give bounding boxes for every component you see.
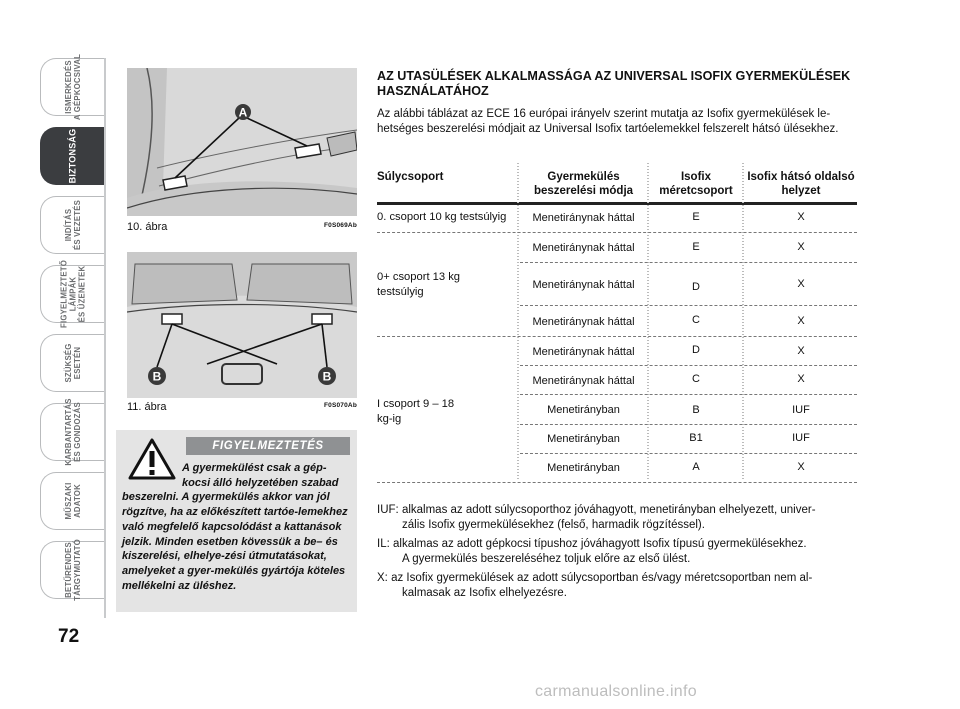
table-cell-position: X	[797, 278, 805, 290]
page-number: 72	[58, 626, 80, 647]
row-separator	[520, 365, 857, 366]
table-cell-size: D	[692, 344, 700, 356]
watermark: carmanualsonline.info	[535, 683, 697, 700]
tab-ismerkedes[interactable]	[40, 53, 104, 121]
table-cell-mode: Menetiránynak háttal	[532, 212, 635, 224]
table-cell-position: IUF	[792, 404, 810, 416]
tab-szukseg[interactable]	[40, 334, 104, 392]
tab-muszaki[interactable]	[40, 472, 104, 530]
table-cell-size: C	[692, 314, 700, 326]
group-label-0plus: 0+ csoport 13 kg testsúlyig	[377, 271, 461, 298]
footnote-key: IUF:	[377, 504, 399, 516]
table-cell-mode: Menetirányban	[547, 462, 620, 474]
tab-figyelmezteto[interactable]	[40, 259, 104, 329]
figure-10-caption	[127, 221, 357, 233]
tab-label: MŰSZAKI ADATOK	[63, 482, 82, 520]
table-cell-position: X	[797, 315, 805, 327]
tab-targymutato[interactable]	[40, 541, 104, 599]
figure-11-marker-right: B	[322, 369, 332, 384]
table-cell-size: C	[692, 373, 700, 385]
table-cell-size: E	[692, 241, 700, 253]
table-col-divider	[647, 163, 649, 480]
table-cell-position: X	[797, 373, 805, 385]
footnote-x	[377, 571, 857, 601]
row-separator	[520, 262, 857, 263]
footnote-iuf	[377, 503, 857, 533]
tab-label: FIGYELMEZTETŐ LÁMPÁK ÉS ÜZENETEK	[59, 259, 86, 329]
table-col-divider	[517, 163, 519, 480]
group-label-0: 0. csoport 10 kg testsúlyig	[377, 211, 507, 223]
col-header-size: Isofix méretcsoport	[659, 171, 733, 197]
table-cell-position: X	[797, 345, 805, 357]
figure-10-image	[127, 68, 357, 216]
group-label-1: I csoport 9 – 18 kg-ig	[377, 398, 455, 425]
footnote-line: alkalmas az adott súlycsoporthoz jóváhagyott, menetirányban elhelyezett, univer-	[401, 504, 816, 516]
table-cell-mode: Menetiránynak háttal	[532, 346, 635, 358]
warning-text-rest: beszerelni. A gyermekülés akkor van jól rögzítve, ha az előkészített tartóe-lemekhez való megfelelő kapcsolódást a kattanások jelzik. Minden esetben kövessük a be– és kiszerelési, elhelye-zési útmutatásokat, amelyeket a gyer-mekülés gyártója köteles mellékelni az üléshez.	[122, 491, 348, 592]
table-cell-size: E	[692, 211, 700, 223]
table-col-divider	[742, 163, 744, 480]
table-cell-size: B1	[689, 432, 703, 444]
table-cell-mode: Menetiránynak háttal	[532, 316, 635, 328]
tab-label: SZÜKSÉG ESETÉN	[63, 343, 82, 383]
table-cell-position: X	[797, 241, 805, 253]
figure-10-caption-text: 10. ábra	[127, 221, 168, 233]
figure-10-code: F0S069Ab	[323, 222, 357, 229]
table-bottom-rule	[377, 482, 857, 483]
row-separator	[520, 424, 857, 425]
table-cell-mode: Menetiránynak háttal	[532, 375, 635, 387]
figure-11-marker-left: B	[152, 369, 162, 384]
tab-biztonsag[interactable]	[40, 127, 104, 185]
tab-label: BETŰRENDES TÁRGYMUTATÓ	[63, 539, 82, 601]
figure-11-image	[127, 252, 357, 398]
figure-11-code: F0S070Ab	[323, 402, 357, 409]
tab-label: KARBANTARTÁS ÉS GONDOZÁS	[63, 398, 82, 466]
warning-text-first: A gyermekülést csak a gép-kocsi álló helyzetében szabad	[182, 462, 339, 489]
warning-box	[116, 430, 357, 612]
table-cell-mode: Menetirányban	[547, 404, 620, 416]
table-cell-mode: Menetiránynak háttal	[532, 279, 635, 291]
tab-label: ISMERKEDÉS A GÉPKOCSIVAL	[63, 53, 82, 121]
table-cell-size: A	[692, 461, 700, 473]
row-separator	[377, 232, 857, 233]
footnote-line: zális Isofix gyermekülésekhez (felső, harmadik rögzítéssel).	[402, 519, 705, 531]
table-cell-mode: Menetirányban	[547, 433, 620, 445]
col-header-weight: Súlycsoport	[377, 171, 444, 183]
col-header-mode: Gyermekülés beszerelési módja	[533, 171, 634, 197]
warning-text	[122, 461, 352, 593]
table-cell-position: X	[797, 461, 805, 473]
table-header-rule	[377, 202, 857, 205]
table-cell-size: B	[692, 404, 700, 416]
table-cell-size: D	[692, 281, 700, 293]
tab-label: INDÍTÁS ÉS VEZETÉS	[63, 199, 82, 251]
table-cell-position: X	[797, 211, 805, 223]
warning-title: FIGYELMEZTETÉS	[186, 437, 350, 455]
table-cell-position: IUF	[792, 432, 810, 444]
section-heading: AZ UTASÜLÉSEK ALKALMASSÁGA AZ UNIVERSAL ISOFIX GYERMEKÜLÉSEK HASZNÁLATÁHOZ	[377, 69, 851, 98]
tab-strip-line	[104, 58, 106, 618]
intro-paragraph: Az alábbi táblázat az ECE 16 európai irányelv szerint mutatja az Isofix gyermekülések le-hetséges beszerelési módjait az Universal Isofix tartóelemekkel felszerelt hátsó ülésekhez.	[377, 108, 839, 135]
footnote-line: kalmasak az Isofix elhelyezésre.	[402, 587, 567, 599]
tab-label: BIZTONSÁG	[67, 128, 77, 184]
footnote-line: alkalmas az adott gépkocsi típushoz jóváhagyott Isofix típusú gyermekülésekhez.	[393, 538, 807, 550]
footnote-line: az Isofix gyermekülések az adott súlycsoportban és/vagy méretcsoportban nem al-	[391, 572, 813, 584]
footnote-line: A gyermekülés beszereléséhez toljuk előre az első ülést.	[402, 553, 691, 565]
row-separator	[520, 394, 857, 395]
row-separator	[377, 336, 857, 337]
footnote-key: IL:	[377, 538, 390, 550]
figure-11-caption	[127, 401, 357, 413]
col-header-position: Isofix hátsó oldalsó helyzet	[747, 171, 855, 197]
figure-11-caption-text: 11. ábra	[127, 401, 167, 413]
table-cell-mode: Menetiránynak háttal	[532, 242, 635, 254]
figure-10-marker: A	[238, 105, 248, 120]
footnote-key: X:	[377, 572, 388, 584]
tab-karbantartas[interactable]	[40, 398, 104, 466]
footnote-il	[377, 537, 857, 567]
row-separator	[520, 305, 857, 306]
row-separator	[520, 453, 857, 454]
tab-inditas[interactable]	[40, 196, 104, 254]
